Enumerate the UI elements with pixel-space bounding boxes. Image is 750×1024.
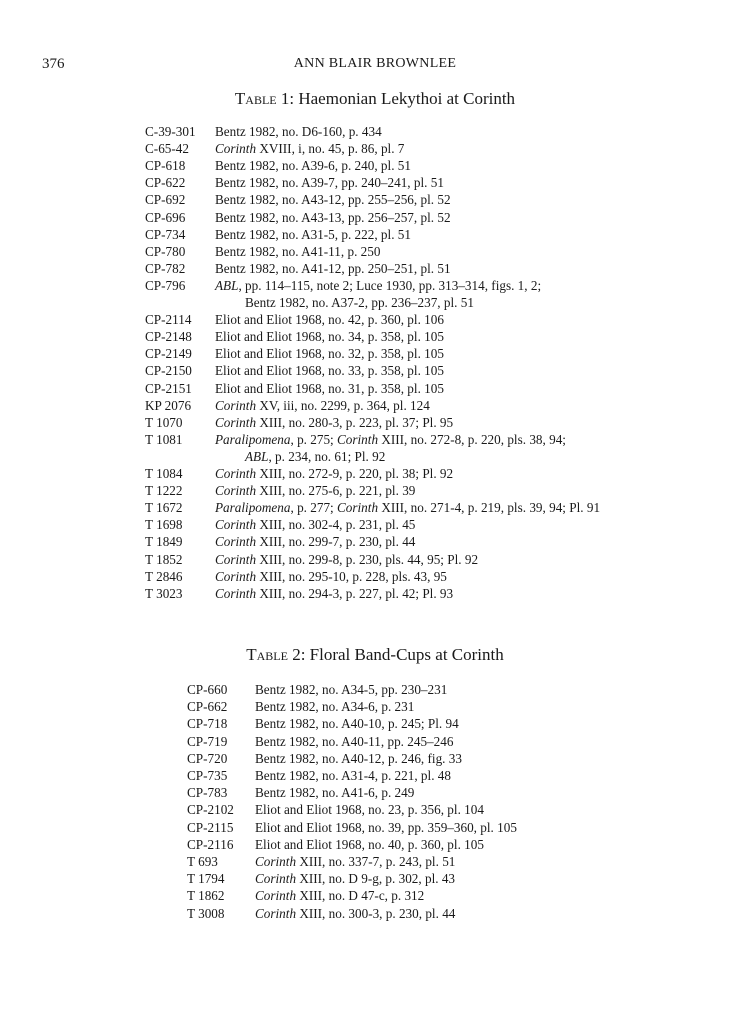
table-2-title (0, 645, 750, 665)
reference-text: Bentz 1982, no. A43-12, pp. 255–256, pl. 52 (215, 192, 451, 208)
reference (215, 157, 411, 174)
reference (215, 311, 444, 328)
reference-text: XIII, no. 272-9, p. 220, pl. 38; Pl. 92 (256, 466, 454, 481)
reference-text: Bentz 1982, no. A41-11, p. 250 (215, 243, 381, 259)
reference-text: XIII, no. D 9-g, p. 302, pl. 43 (296, 871, 456, 887)
reference (215, 345, 444, 362)
reference-italic: ABL (215, 277, 239, 293)
table-1-label: Table 1: (234, 89, 295, 108)
reference (215, 568, 447, 585)
catalog-number: CP-796 (145, 277, 186, 293)
catalog-number: T 1081 (145, 431, 183, 447)
catalog-number: CP-2151 (145, 380, 192, 396)
reference-text: Eliot and Eliot 1968, no. 39, pp. 359–360, pl. 105 (255, 819, 517, 835)
catalog-number: T 1852 (145, 551, 183, 567)
reference (255, 698, 414, 715)
reference-text: XIII, no. 302-4, p. 231, pl. 45 (256, 517, 416, 533)
running-head: ANN BLAIR BROWNLEE (293, 56, 457, 71)
reference-text: Bentz 1982, no. A43-13, pp. 256–257, pl. 52 (215, 209, 451, 225)
catalog-number: CP-662 (187, 699, 228, 715)
reference (215, 551, 478, 568)
reference-italic: Corinth (255, 905, 297, 921)
reference-text: Bentz 1982, no. A39-6, p. 240, pl. 51 (215, 158, 411, 174)
reference-text: XIII, no. 272-8, p. 220, pls. 38, 94; (378, 431, 566, 447)
reference (215, 260, 451, 277)
catalog-number: T 2846 (145, 568, 183, 584)
reference-italic: Paralipomena (215, 431, 291, 447)
reference-continuation (245, 448, 385, 465)
reference-text: Eliot and Eliot 1968, no. 40, p. 360, pl. 105 (255, 836, 484, 852)
catalog-number: CP-2150 (145, 363, 192, 379)
reference (215, 516, 415, 533)
table-1-caption: Haemonian Lekythoi at Corinth (298, 89, 516, 108)
catalog-number: CP-622 (145, 175, 186, 191)
page-number: 376 (42, 56, 65, 72)
catalog-number: CP-719 (187, 733, 228, 749)
catalog-number: CP-734 (145, 226, 186, 242)
reference (255, 733, 453, 750)
reference (215, 140, 404, 157)
reference-text: XIII, no. 299-8, p. 230, pls. 44, 95; Pl. 92 (256, 551, 479, 567)
reference-italic: Corinth (215, 141, 257, 157)
reference-italic: Corinth (215, 397, 257, 413)
catalog-number: T 1794 (187, 871, 225, 887)
table-2-caption: Floral Band-Cups at Corinth (309, 645, 504, 664)
reference (215, 209, 451, 226)
reference-italic: ABL (245, 448, 269, 464)
reference-text: Bentz 1982, no. A31-4, p. 221, pl. 48 (255, 768, 451, 783)
reference-text: Bentz 1982, no. A39-7, pp. 240–241, pl. 51 (215, 175, 444, 191)
reference-text: Bentz 1982, no. A37-2, pp. 236–237, pl. 51 (245, 295, 474, 310)
reference-text: Eliot and Eliot 1968, no. 23, p. 356, pl. 104 (255, 802, 484, 818)
reference (215, 123, 382, 140)
catalog-number: CP-718 (187, 716, 228, 732)
catalog-number: CP-780 (145, 243, 186, 259)
catalog-number: T 1862 (187, 888, 225, 904)
catalog-number: T 1084 (145, 466, 183, 481)
reference (255, 905, 455, 922)
catalog-number: CP-2102 (187, 802, 234, 818)
reference-text: XV, iii, no. 2299, p. 364, pl. 124 (256, 397, 430, 413)
reference-italic: Corinth (215, 551, 257, 567)
reference (255, 853, 455, 870)
catalog-number: CP-696 (145, 209, 186, 225)
reference (215, 380, 444, 397)
reference (255, 819, 517, 836)
reference-text: XIII, no. 337-7, p. 243, pl. 51 (296, 854, 456, 869)
reference-text: XIII, no. 271-4, p. 219, pls. 39, 94; Pl. 91 (378, 500, 601, 516)
catalog-number: T 1698 (145, 517, 183, 533)
reference-italic: Corinth (215, 517, 257, 533)
catalog-number: CP-692 (145, 192, 186, 208)
table-1-title (0, 89, 750, 109)
catalog-number: CP-2115 (187, 819, 234, 835)
reference-italic: Corinth (215, 568, 257, 584)
reference-text: XVIII, i, no. 45, p. 86, pl. 7 (256, 141, 405, 157)
reference-text: Bentz 1982, no. A40-11, pp. 245–246 (255, 733, 454, 749)
catalog-number: T 3008 (187, 905, 225, 921)
reference-text: Bentz 1982, no. A40-12, p. 246, fig. 33 (255, 750, 462, 766)
reference (215, 243, 380, 260)
catalog-number: T 1070 (145, 414, 183, 430)
reference-text: XIII, no. 295-10, p. 228, pls. 43, 95 (256, 568, 447, 584)
catalog-number: CP-2149 (145, 346, 192, 362)
reference-text: , p. 277; (290, 500, 337, 516)
reference (215, 533, 415, 550)
catalog-number: CP-2116 (187, 836, 234, 852)
reference (255, 681, 447, 698)
reference-italic: Corinth (215, 466, 257, 481)
reference (255, 750, 462, 767)
reference-text: XIII, no. 280-3, p. 223, pl. 37; Pl. 95 (256, 414, 454, 430)
reference-text: Eliot and Eliot 1968, no. 31, p. 358, pl. 105 (215, 380, 444, 396)
catalog-number: CP-660 (187, 682, 228, 697)
catalog-number: CP-735 (187, 768, 228, 783)
reference-italic: Corinth (215, 414, 257, 430)
catalog-number: CP-783 (187, 785, 228, 801)
reference-text: XIII, no. 300-3, p. 230, pl. 44 (296, 905, 456, 921)
reference-italic: Corinth (255, 888, 297, 904)
reference-text: , pp. 114–115, note 2; Luce 1930, pp. 313–314, figs. 1, 2; (238, 277, 542, 293)
reference-text: , p. 275; (290, 431, 337, 447)
reference-text: Bentz 1982, no. D6-160, p. 434 (215, 124, 382, 139)
catalog-number: T 1849 (145, 534, 183, 550)
reference-text: Bentz 1982, no. A31-5, p. 222, pl. 51 (215, 226, 411, 242)
reference-text: , p. 234, no. 61; Pl. 92 (268, 448, 386, 464)
catalog-number: CP-782 (145, 260, 186, 276)
reference (215, 414, 453, 431)
reference (255, 715, 459, 732)
reference-text: XIII, no. 299-7, p. 230, pl. 44 (256, 534, 416, 550)
reference-text: Eliot and Eliot 1968, no. 34, p. 358, pl. 105 (215, 329, 444, 345)
reference-italic: Corinth (255, 871, 297, 887)
catalog-number: T 1222 (145, 483, 183, 499)
reference (215, 465, 453, 482)
reference (255, 801, 484, 818)
reference-italic: Corinth (215, 534, 257, 550)
reference-continuation (245, 294, 474, 311)
reference (255, 836, 484, 853)
reference (255, 767, 451, 784)
catalog-number: T 693 (187, 854, 218, 869)
reference (215, 174, 444, 191)
reference-text: Bentz 1982, no. A41-6, p. 249 (255, 785, 415, 801)
catalog-number: CP-720 (187, 750, 228, 766)
reference-text: Eliot and Eliot 1968, no. 32, p. 358, pl. 105 (215, 346, 444, 362)
reference (215, 431, 566, 448)
reference (255, 887, 424, 904)
reference-italic: Corinth (215, 585, 257, 601)
reference (215, 362, 444, 379)
catalog-number: T 1672 (145, 500, 183, 516)
reference (215, 482, 415, 499)
reference (215, 499, 600, 516)
reference (215, 585, 453, 602)
reference-italic: Corinth (337, 500, 379, 516)
table-2-label: Table 2: (246, 645, 306, 664)
reference-italic: Corinth (337, 431, 379, 447)
catalog-number: CP-2114 (145, 312, 192, 328)
reference-text: Eliot and Eliot 1968, no. 33, p. 358, pl. 105 (215, 363, 444, 379)
reference (255, 784, 414, 801)
catalog-number: CP-2148 (145, 329, 192, 345)
reference (215, 191, 451, 208)
reference-text: Bentz 1982, no. A40-10, p. 245; Pl. 94 (255, 716, 459, 732)
reference-text: XIII, no. 294-3, p. 227, pl. 42; Pl. 93 (256, 585, 454, 601)
reference-text: Bentz 1982, no. A41-12, pp. 250–251, pl. 51 (215, 260, 451, 276)
reference-text: Bentz 1982, no. A34-5, pp. 230–231 (255, 682, 448, 697)
reference-text: Bentz 1982, no. A34-6, p. 231 (255, 699, 415, 715)
catalog-number: C-39-301 (145, 124, 196, 139)
catalog-number: CP-618 (145, 158, 186, 174)
reference (215, 397, 430, 414)
reference (215, 277, 541, 294)
catalog-number: T 3023 (145, 585, 183, 601)
reference (215, 226, 411, 243)
reference-italic: Corinth (215, 483, 257, 499)
reference-italic: Paralipomena (215, 500, 291, 516)
reference-text: Eliot and Eliot 1968, no. 42, p. 360, pl. 106 (215, 312, 444, 328)
reference (215, 328, 444, 345)
reference-italic: Corinth (255, 854, 297, 869)
reference-text: XIII, no. 275-6, p. 221, pl. 39 (256, 483, 416, 499)
reference (255, 870, 455, 887)
catalog-number: C-65-42 (145, 141, 189, 157)
reference-text: XIII, no. D 47-c, p. 312 (296, 888, 425, 904)
catalog-number: KP 2076 (145, 397, 192, 413)
